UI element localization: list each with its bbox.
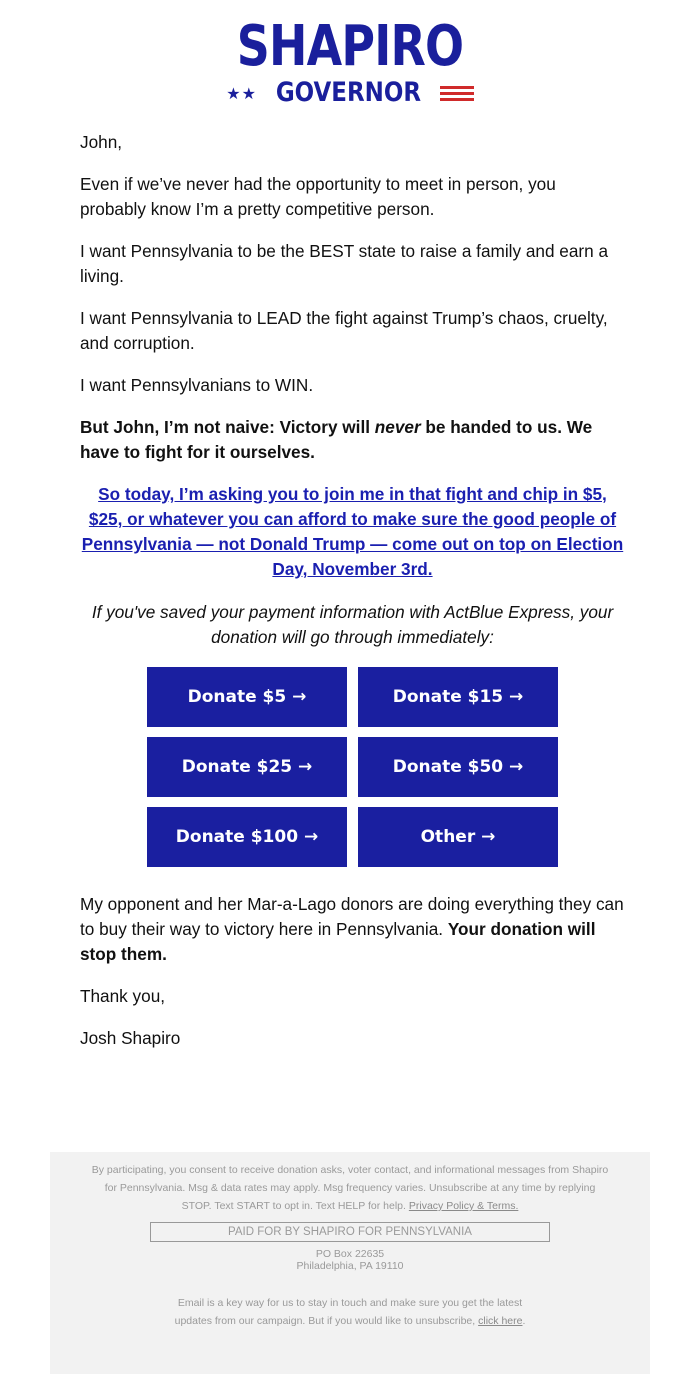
donate-button-grid	[80, 667, 625, 867]
actblue-express-note: If you've saved your payment information with ActBlue Express, your donation will go through immediately:	[91, 602, 614, 647]
donate-15-button[interactable]: Donate $15 →	[358, 667, 558, 727]
greeting: John,	[80, 132, 123, 152]
not-naive-emphasis: never	[374, 417, 421, 437]
paragraph-opponent	[80, 892, 625, 967]
not-naive-start: But John, I’m not naive: Victory will	[80, 417, 375, 437]
opponent-text: My opponent and her Mar-a-Lago donors are doing everything they can to buy their way to victory here in Pennsylvania.	[80, 894, 624, 939]
logo-subline	[0, 76, 700, 110]
unsubscribe-note	[50, 1294, 650, 1330]
unsubscribe-link[interactable]: click here	[478, 1315, 523, 1327]
donate-25-button[interactable]: Donate $25 →	[147, 737, 347, 797]
opponent-bold: Your donation will stop them.	[80, 919, 596, 964]
logo-wordmark: SHAPIRO	[236, 14, 464, 79]
paid-for-box: PAID FOR BY SHAPIRO FOR PENNSYLVANIA	[150, 1222, 550, 1242]
legal-text: By participating, you consent to receive donation asks, voter contact, and informational messages from Shapiro for Pennsylvania. Msg & data rates may apply. Msg frequency varies. Unsubscribe at any time by replying STOP. Text START to opt in. Text HELP for help.	[91, 1164, 609, 1212]
campaign-logo	[0, 14, 700, 110]
donate-50-button[interactable]: Donate $50 →	[358, 737, 558, 797]
paragraph-not-naive	[80, 415, 625, 465]
email-body	[80, 130, 625, 1068]
not-naive-end: be handed to us. We have to fight for it ourselves.	[80, 417, 593, 462]
stars-icon: ★★	[226, 83, 257, 103]
signoff: Thank you,	[80, 986, 166, 1006]
privacy-policy-link[interactable]: Privacy Policy & Terms.	[408, 1200, 519, 1212]
donation-cta-link[interactable]: So today, I’m asking you to join me in that fight and chip in $5, $25, or whatever you can afford to make sure the good people of Pennsylvania — not Donald Trump — come out on top on Election Day, November 3rd.	[81, 484, 624, 579]
paragraph-best-state: I want Pennsylvania to be the BEST state to raise a family and earn a living.	[80, 241, 609, 286]
email-footer	[50, 1152, 650, 1374]
donate-other-button[interactable]: Other →	[358, 807, 558, 867]
donate-100-button[interactable]: Donate $100 →	[147, 807, 347, 867]
legal-disclaimer	[50, 1152, 650, 1215]
paragraph-intro: Even if we’ve never had the opportunity to meet in person, you probably know I’m a pretty competitive person.	[80, 174, 556, 219]
address-line-2: Philadelphia, PA 19110	[296, 1260, 404, 1272]
logo-governor: GOVERNOR	[275, 77, 421, 108]
mailing-address	[50, 1248, 650, 1272]
paragraph-win: I want Pennsylvanians to WIN.	[80, 375, 314, 395]
unsubscribe-period: .	[522, 1315, 526, 1327]
unsubscribe-text: Email is a key way for us to stay in touch and make sure you get the latest updates from our campaign. But if you would like to unsubscribe,	[174, 1297, 523, 1327]
signature: Josh Shapiro	[80, 1028, 181, 1048]
paragraph-lead-fight: I want Pennsylvania to LEAD the fight against Trump’s chaos, cruelty, and corruption.	[80, 308, 608, 353]
address-line-1: PO Box 22635	[315, 1248, 385, 1260]
donate-5-button[interactable]: Donate $5 →	[147, 667, 347, 727]
stripes-icon	[440, 86, 474, 101]
